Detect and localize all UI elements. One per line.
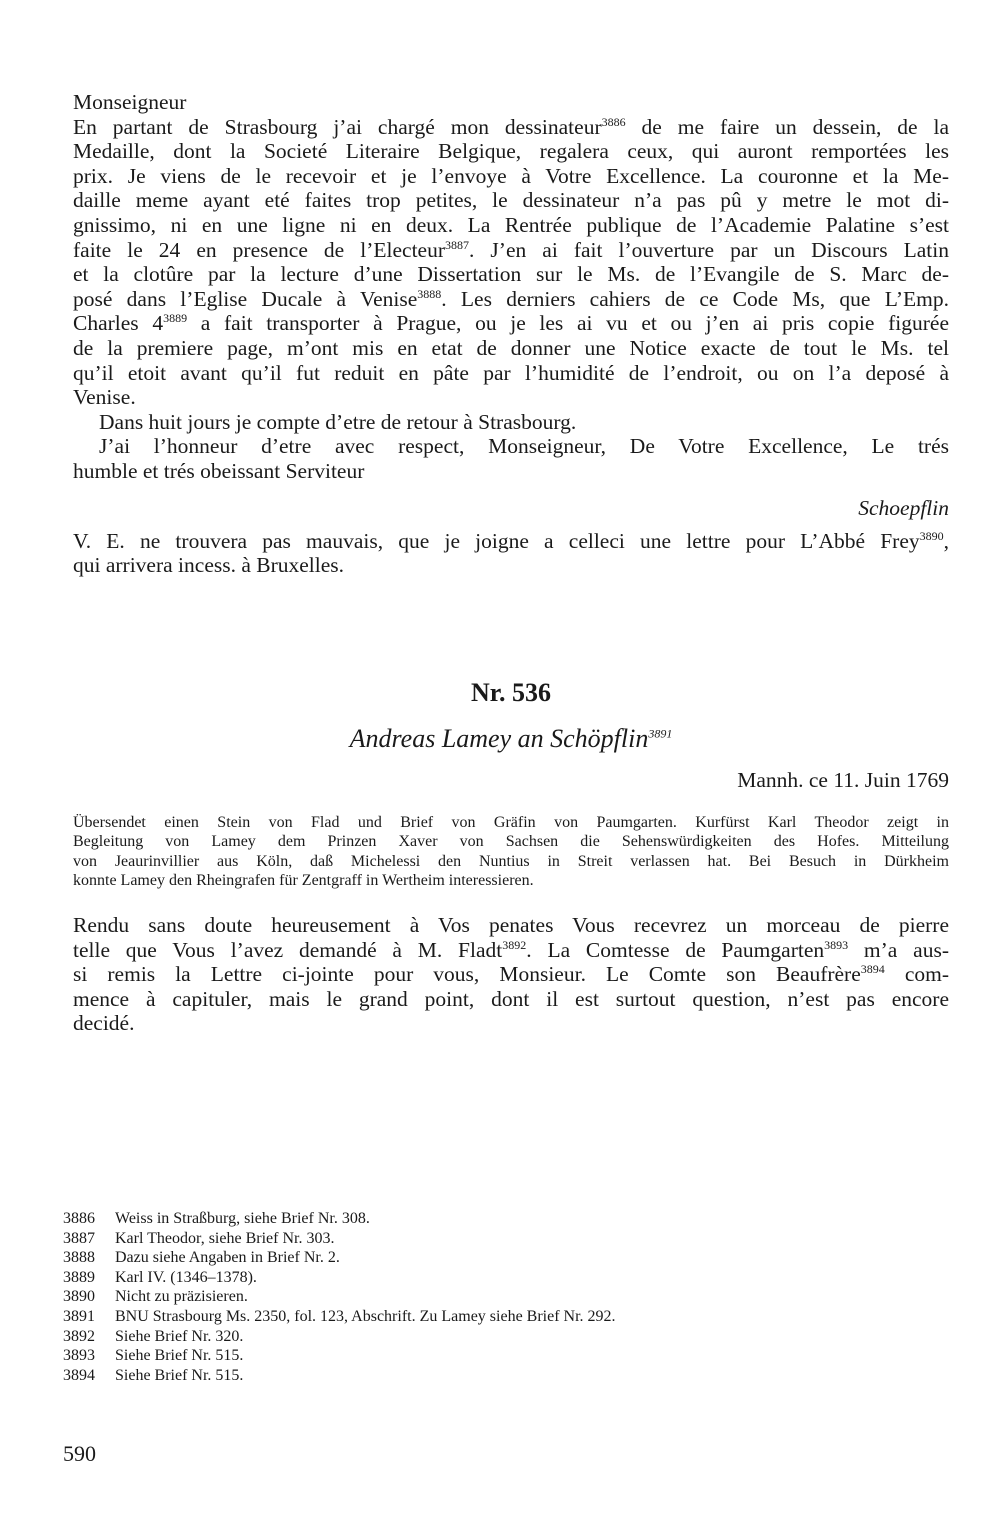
summary-line: Übersendet einen Stein von Flad und Brief von Gräfin von Paumgarten. Kurfürst Karl Theodor zeigt in (73, 813, 949, 831)
footnote-ref: 3892 (502, 937, 527, 952)
letter-summary (73, 813, 949, 891)
footnote-number: 3886 (63, 1210, 95, 1227)
closing-line: humble et trés obeissant Serviteur (73, 458, 365, 483)
footnote (63, 1268, 616, 1288)
footnote-ref: 3888 (417, 286, 442, 301)
footnote (63, 1287, 616, 1307)
page-number: 590 (63, 1441, 96, 1466)
footnote-text: Siehe Brief Nr. 320. (115, 1327, 244, 1345)
footnote-ref: 3887 (445, 237, 470, 252)
text-line: telle que Vous l’avez demandé à M. Fladt$^{3892}$. La Comtesse de Paumgarten$^{3893}$ m’a aus- (73, 937, 949, 962)
footnote (63, 1229, 616, 1249)
text-line: Rendu sans doute heureusement à Vos penates Vous recevrez un morceau de pierre (73, 913, 949, 938)
text-line: faite le 24 en presence de l’Electeur$^{3887}$. J’en ai fait l’ouverture par un Discours Latin (73, 237, 949, 262)
letter-1-body (73, 90, 949, 484)
text-line: mence à capituler, mais le grand point, dont il est surtout question, n’est pas encore (73, 986, 949, 1011)
letter-date: Mannh. ce 11. Juin 1769 (737, 767, 949, 792)
footnote-ref: 3891 (648, 726, 673, 741)
postscript (73, 529, 949, 578)
footnote-number: 3891 (63, 1307, 95, 1325)
paragraph-return: Dans huit jours je compte d’etre de retour à Strasbourg. (99, 409, 577, 434)
footnote-text: Weiss in Straßburg, siehe Brief Nr. 308. (115, 1210, 370, 1227)
footnote-text: Siehe Brief Nr. 515. (115, 1347, 244, 1365)
postscript-line: qui arrivera incess. à Bruxelles. (73, 553, 345, 578)
footnote-ref: 3894 (860, 962, 885, 977)
footnote-number: 3893 (63, 1347, 95, 1365)
signature: Schoepflin (858, 495, 949, 520)
closing-line: J’ai l’honneur d’etre avec respect, Monseigneur, De Votre Excellence, Le trés (99, 434, 949, 459)
footnote-number: 3887 (63, 1229, 95, 1247)
text-line: Medaille, dont la Societé Literaire Belgique, regalera ceux, qui auront remportées les (73, 139, 949, 164)
salutation: Monseigneur (73, 90, 187, 114)
text-line: posé dans l’Eglise Ducale à Venise$^{3888}$. Les derniers cahiers de ce Code Ms, que L’Emp. (73, 286, 949, 311)
footnotes (63, 1209, 616, 1385)
footnote-text: Karl IV. (1346–1378). (115, 1268, 257, 1286)
page-content (73, 90, 949, 1036)
footnote-ref: 3886 (601, 114, 626, 129)
footnote-ref: 3889 (163, 311, 188, 326)
letter-title: Andreas Lamey an Schöpflin$^{3891}$ (349, 723, 673, 753)
summary-line: von Jeaurinvillier aus Köln, daß Michelessi den Nuntius in Streit verlassen hat. Bei Besuch in Dürkheim (73, 852, 949, 870)
footnote (63, 1327, 616, 1347)
text-line: qu’il etoit avant qu’il fut reduit en pâte par l’humidité de l’endroit, ou on l’a deposé à (73, 360, 949, 385)
footnote-number: 3889 (63, 1268, 95, 1286)
footnote-ref: 3893 (824, 937, 849, 952)
footnote (63, 1209, 616, 1229)
footnote-text: Karl Theodor, siehe Brief Nr. 303. (115, 1229, 335, 1247)
text-line: de la premiere page, m’ont mis en etat de donner une Notice exacte de tout le Ms. tel (73, 335, 949, 360)
footnote-text: Siehe Brief Nr. 515. (115, 1366, 244, 1384)
summary-line: konnte Lamey den Rheingrafen für Zentgraff in Wertheim interessieren. (73, 872, 534, 890)
footnote (63, 1366, 616, 1386)
text-line: decidé. (73, 1011, 135, 1036)
text-line: et la clotûre par la lecture d’une Dissertation sur le Ms. de l’Evangile de S. Marc de- (73, 262, 949, 287)
footnote-ref: 3890 (919, 528, 944, 543)
footnote-number: 3890 (63, 1288, 95, 1306)
letter-2-body (73, 913, 949, 1036)
text-line: Charles $4^{3889}$ a fait transporter à Prague, ou je les ai vu et ou j’en ai pris copie figurée (73, 311, 949, 336)
footnote-text: Nicht zu präzisieren. (115, 1288, 248, 1306)
text-line: Venise. (73, 385, 136, 410)
text-line: gnissimo, ni en une ligne ni en deux. La Rentrée publique de l’Academie Palatine s’est (73, 212, 949, 237)
summary-line: Begleitung von Lamey dem Prinzen Xaver von Sachsen die Sehenswürdigkeiten des Hofes. Mitteilung (73, 833, 949, 851)
footnote-text: BNU Strasbourg Ms. 2350, fol. 123, Abschrift. Zu Lamey siehe Brief Nr. 292. (115, 1307, 616, 1325)
footnote (63, 1307, 616, 1327)
footnote-number: 3892 (63, 1327, 95, 1345)
footnote-number: 3888 (63, 1249, 95, 1267)
text-line: daille meme ayant eté faites trop petites, le dessinateur n’a pas pû y metre le mot di- (73, 188, 949, 213)
postscript-line: V. E. ne trouvera pas mauvais, que je joigne a celleci une lettre pour L’Abbé Frey$^{3890}$, (73, 528, 949, 553)
text-line: si remis la Lettre ci-jointe pour vous, Monsieur. Le Comte son Beaufrère$^{3894}$ com- (73, 962, 949, 987)
text-line: prix. Je viens de le recevoir et je l’envoye à Votre Excellence. La couronne et la Me- (73, 163, 949, 188)
footnote-number: 3894 (63, 1366, 95, 1384)
letter-number: Nr. 536 (471, 677, 551, 707)
footnote (63, 1248, 616, 1268)
footnote (63, 1346, 616, 1366)
footnote-text: Dazu siehe Angaben in Brief Nr. 2. (115, 1249, 340, 1267)
text-line: En partant de Strasbourg j’ai chargé mon dessinateur$^{3886}$ de me faire un dessein, de la (73, 114, 949, 139)
